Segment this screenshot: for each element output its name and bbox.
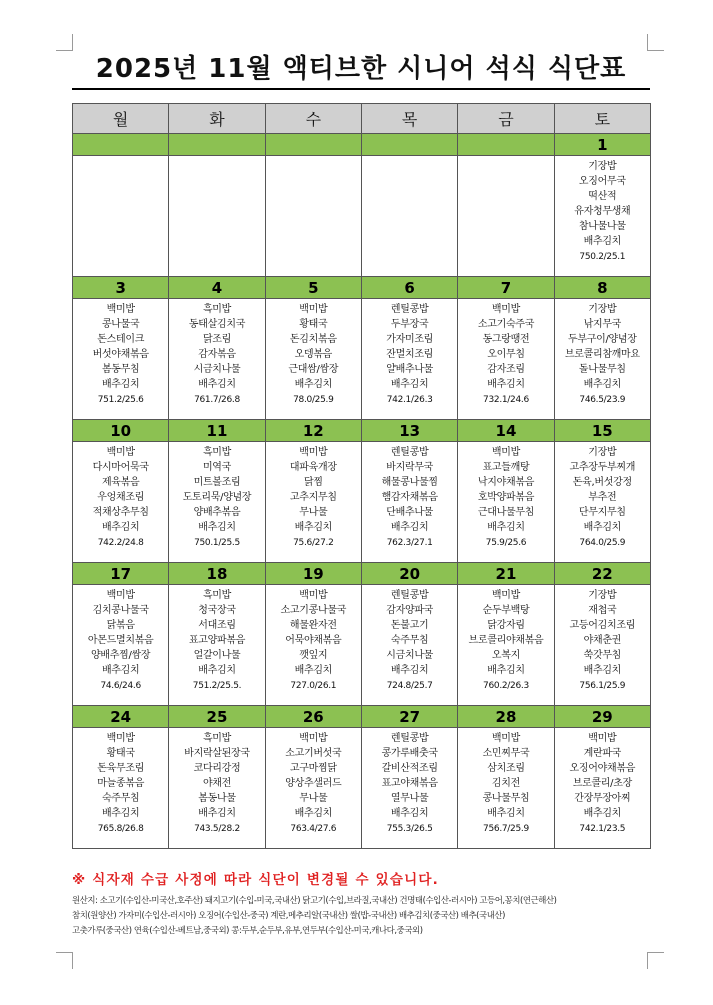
menu-item: 미역국 [202,462,232,473]
menu-item: 열무나물 [390,793,429,804]
date-row [73,563,651,585]
date-cell [73,134,169,156]
menu-item: 소고기숙주국 [477,319,535,330]
date-cell [361,134,457,156]
menu-item: 고추지무침 [289,492,337,503]
menu-item: 봄동무침 [101,364,140,375]
date-cell: 26 [265,706,361,728]
menu-item: 백미밥 [299,304,328,315]
nutrition-value: 762.3/27.1 [386,538,433,548]
menu-item: 배추김치 [101,808,140,819]
meal-cell [73,442,169,563]
meal-cell [361,442,457,563]
nutrition-value: 755.3/26.5 [386,824,433,834]
menu-item: 기장밥 [588,304,617,315]
menu-item: 돈스테이크 [97,334,145,345]
menu-item: 유자청무생채 [574,206,631,217]
meal-cell [73,156,169,277]
menu-item: 배추김치 [294,379,333,390]
nutrition-value: 761.7/26.8 [194,395,240,405]
menu-item: 백미밥 [299,590,328,601]
origin-line: 참치(원양산) 가자미(수입산-러시아) 오징어(수입산-중국) 계란,메추리알(국내산) 쌀(밥-국내산) 배추김치(중국산) 배추(국내산) [72,910,505,920]
menu-item: 근대쌈/쌈장 [288,364,339,375]
menu-item: 백미밥 [106,590,135,601]
meal-cell [554,156,650,277]
meal-cell [265,156,361,277]
menu-item: 백미밥 [588,733,617,744]
weekday-header: 목 [361,104,457,134]
meal-row [73,585,651,706]
menu-item: 콩가루배춧국 [381,748,438,759]
nutrition-value: 765.8/26.8 [97,824,144,834]
menu-item: 렌틸콩밥 [390,304,429,315]
menu-item: 코다리강정 [193,763,241,774]
date-cell [169,134,265,156]
menu-item: 동그랑땡전 [482,334,530,345]
nutrition-value: 763.4/27.6 [290,824,337,834]
menu-item: 렌틸콩밥 [390,733,429,744]
menu-item: 배추김치 [294,665,333,676]
menu-item: 기장밥 [588,590,617,601]
menu-item: 오징어무국 [578,176,626,187]
menu-item: 백미밥 [491,447,521,458]
menu-item: 배추김치 [101,379,140,390]
menu-item: 배추김치 [390,808,429,819]
menu-item: 고구마찜닭 [289,763,337,774]
menu-item: 오징어야채볶음 [569,763,636,774]
menu-item: 버섯야채볶음 [92,349,149,360]
menu-item: 콩나물국 [101,319,140,330]
menu-item: 표고야채볶음 [381,778,438,789]
menu-table [72,103,651,849]
menu-item: 닭찜 [303,477,323,488]
menu-item: 고추장두부찌개 [569,462,636,473]
menu-item: 순두부백탕 [482,605,530,616]
date-cell: 29 [554,706,650,728]
date-cell: 7 [458,277,554,299]
menu-item: 백미밥 [106,733,135,744]
menu-item: 해물콩나물찜 [381,477,438,488]
meal-cell [361,585,457,706]
meal-cell [265,299,361,420]
menu-item: 표고들깨탕 [482,462,530,473]
menu-item: 햄감자채볶음 [381,492,438,503]
menu-item: 돈불고기 [390,620,429,631]
menu-item: 소민찌무국 [482,748,530,759]
meal-cell [169,299,265,420]
menu-item: 적채상추무침 [92,507,149,518]
nutrition-value: 751.2/25.5. [192,681,242,691]
menu-item: 콩나물무침 [482,793,530,804]
menu-item: 부추전 [588,492,617,503]
menu-item: 바지락살된장국 [184,748,250,759]
date-row [73,134,651,156]
menu-item: 숙주무침 [101,793,140,804]
menu-item: 삼치조림 [487,763,525,774]
menu-item: 돈육,버섯강정 [572,477,632,488]
meal-cell [265,728,361,849]
menu-item: 계란파국 [583,748,622,759]
meal-row [73,299,651,420]
meal-cell [169,728,265,849]
menu-item: 아몬드멸치볶음 [87,635,154,646]
crop-mark-top-left [56,34,73,51]
crop-mark-bottom-left [56,952,73,969]
menu-item: 도토리묵/양념장 [182,492,252,503]
date-cell: 13 [361,420,457,442]
menu-item: 봄동나물 [198,793,236,804]
weekday-header: 월 [73,104,169,134]
title-underline [72,88,650,90]
origin-line: 고춧가루(중국산) 연육(수입산-베트남,중국외) 콩:두부,순두부,유부,연두부(수입산-미국,캐나다,중국외) [72,925,423,935]
menu-item: 배추김치 [101,665,140,676]
menu-item: 배추김치 [198,379,236,390]
weekday-header-row [73,104,651,134]
date-cell: 19 [265,563,361,585]
nutrition-value: 750.1/25.5 [194,538,240,548]
menu-item: 흑미밥 [202,590,232,601]
menu-item: 렌틸콩밥 [390,590,429,601]
meal-row [73,442,651,563]
menu-item: 양상추샐러드 [285,778,342,789]
menu-item: 깻잎지 [299,650,328,661]
menu-item: 서대조림 [198,620,236,631]
menu-item: 가자미조림 [386,334,434,345]
date-cell: 27 [361,706,457,728]
menu-item: 흑미밥 [202,733,232,744]
menu-item: 배추김치 [487,522,525,533]
nutrition-value: 742.1/23.5 [579,824,626,834]
menu-item: 배추김치 [294,808,333,819]
menu-item: 김치전 [491,778,521,789]
menu-item: 쑥갓무침 [583,650,622,661]
menu-item: 배추김치 [390,379,429,390]
menu-item: 돌나물무침 [578,364,626,375]
date-cell: 5 [265,277,361,299]
menu-item: 무나물 [299,793,328,804]
menu-item: 소고기콩나물국 [280,605,347,616]
nutrition-value: 742.1/26.3 [386,395,433,405]
meal-cell [73,728,169,849]
menu-item: 오뎅볶음 [294,349,333,360]
menu-item: 백미밥 [299,733,328,744]
meal-cell [458,442,554,563]
menu-item: 양배추볶음 [193,507,241,518]
menu-item: 마늘종볶음 [97,778,145,789]
menu-item: 백미밥 [106,447,135,458]
menu-item: 해물완자전 [289,620,337,631]
date-cell: 22 [554,563,650,585]
menu-item: 얼갈이나물 [193,650,241,661]
menu-item: 갈비산적조림 [381,763,438,774]
menu-item: 단무지무침 [578,507,626,518]
nutrition-value: 764.0/25.9 [579,538,626,548]
weekday-header: 수 [265,104,361,134]
nutrition-value: 727.0/26.1 [290,681,337,691]
origin-line: 원산지: 소고기(수입산-미국산,호주산) 돼지고기(수입-미국,국내산) 닭고기(수입,브라질,국내산) 건명태(수입산-러시아) 고등어,꽁치(연근해산) [72,895,557,905]
menu-item: 제육볶음 [101,477,140,488]
menu-item: 브로콜리참깨마요 [564,349,640,360]
nutrition-value: 751.2/25.6 [97,395,144,405]
nutrition-value: 756.1/25.9 [579,681,626,691]
menu-item: 배추김치 [583,665,622,676]
menu-item: 김치콩나물국 [92,605,149,616]
nutrition-value: 732.1/24.6 [483,395,529,405]
nutrition-value: 74.6/24.6 [100,681,141,691]
menu-item: 감자양파국 [386,605,434,616]
menu-item: 야채전 [202,778,232,789]
menu-item: 돈육무조림 [97,763,145,774]
menu-item: 재첩국 [588,605,617,616]
meal-cell [73,299,169,420]
nutrition-value: 760.2/26.3 [483,681,529,691]
nutrition-value: 78.0/25.9 [293,395,334,405]
meal-cell [361,728,457,849]
meal-cell [73,585,169,706]
nutrition-value: 724.8/25.7 [386,681,433,691]
menu-item: 브로콜리/초장 [572,778,632,789]
date-cell: 24 [73,706,169,728]
meal-cell [458,585,554,706]
nutrition-value: 746.5/23.9 [579,395,626,405]
menu-item: 낚지무국 [583,319,622,330]
menu-item: 배추김치 [101,522,140,533]
date-cell: 18 [169,563,265,585]
menu-item: 두부구이/양념장 [568,334,637,345]
nutrition-value: 742.2/24.8 [97,538,144,548]
date-cell: 1 [554,134,650,156]
menu-item: 근대나물무침 [477,507,535,518]
date-cell [265,134,361,156]
menu-item: 무나물 [299,507,328,518]
menu-item: 바지락무국 [386,462,434,473]
menu-item: 브로콜리야채볶음 [468,635,544,646]
meal-cell [554,442,650,563]
menu-item: 배추김치 [198,808,236,819]
menu-item: 백미밥 [491,304,521,315]
menu-item: 간장무장아찌 [574,793,631,804]
date-cell: 12 [265,420,361,442]
menu-item: 닭볶음 [106,620,135,631]
date-cell: 14 [458,420,554,442]
menu-item: 양배추찜/쌈장 [91,650,151,661]
date-cell: 3 [73,277,169,299]
menu-item: 오이무침 [487,349,525,360]
origin-info [72,893,652,938]
weekday-header: 토 [554,104,650,134]
menu-item: 시금치나물 [386,650,434,661]
menu-item: 대파육개장 [289,462,337,473]
menu-item: 백미밥 [299,447,328,458]
meal-cell [458,728,554,849]
menu-item: 흑미밥 [202,447,232,458]
nutrition-value: 743.5/28.2 [194,824,240,834]
menu-item: 청국장국 [198,605,236,616]
menu-item: 호박양파볶음 [477,492,535,503]
menu-item: 황태국 [106,748,135,759]
menu-item: 배추김치 [198,665,236,676]
nutrition-value: 75.9/25.6 [485,538,527,548]
nutrition-value: 750.2/25.1 [579,252,626,262]
menu-item: 동태살김치국 [188,319,246,330]
menu-item: 배추김치 [487,379,525,390]
menu-item: 닭강자림 [487,620,525,631]
menu-item: 감자볶음 [198,349,236,360]
menu-item: 우엉채조림 [97,492,145,503]
menu-item: 단배추나물 [386,507,434,518]
meal-cell [554,299,650,420]
date-row [73,706,651,728]
date-cell: 25 [169,706,265,728]
menu-item: 배추김치 [583,522,622,533]
meal-cell [361,299,457,420]
menu-item: 백미밥 [106,304,135,315]
page-title: 2025년 11월 액티브한 시니어 석식 식단표 [95,54,627,84]
menu-item: 다시마어묵국 [92,462,149,473]
meal-cell [458,299,554,420]
date-cell: 11 [169,420,265,442]
menu-item: 기장밥 [588,161,617,172]
meal-cell [554,728,650,849]
weekday-header: 금 [458,104,554,134]
meal-cell [458,156,554,277]
menu-item: 배추김치 [583,236,622,247]
meal-row [73,156,651,277]
menu-item: 배추김치 [198,522,236,533]
menu-item: 배추김치 [487,665,525,676]
menu-item: 렌틸콩밥 [390,447,429,458]
menu-item: 백미밥 [491,590,521,601]
meal-cell [265,442,361,563]
menu-item: 야채춘권 [583,635,622,646]
menu-item: 배추김치 [294,522,333,533]
date-cell: 17 [73,563,169,585]
menu-item: 배추김치 [487,808,525,819]
menu-item: 백미밥 [491,733,521,744]
menu-item: 숙주무침 [390,635,429,646]
menu-item: 잔멸치조림 [386,349,434,360]
menu-item: 닭조림 [202,334,232,345]
date-cell: 4 [169,277,265,299]
meal-cell [169,585,265,706]
menu-item: 흑미밥 [202,304,232,315]
crop-mark-bottom-right [647,952,664,969]
weekday-header: 화 [169,104,265,134]
menu-item: 감자조림 [487,364,525,375]
nutrition-value: 756.7/25.9 [483,824,529,834]
menu-item: 어묵야채볶음 [285,635,342,646]
meal-cell [361,156,457,277]
date-row [73,277,651,299]
menu-item: 표고양파볶음 [188,635,246,646]
menu-item: 배추김치 [390,522,429,533]
date-cell: 28 [458,706,554,728]
menu-item: 오복지 [491,650,521,661]
meal-cell [554,585,650,706]
menu-item: 두부장국 [390,319,429,330]
date-cell: 8 [554,277,650,299]
date-cell: 21 [458,563,554,585]
menu-item: 배추김치 [583,808,622,819]
menu-item: 배추김치 [583,379,622,390]
menu-item: 돈김치볶음 [289,334,337,345]
nutrition-value: 75.6/27.2 [293,538,334,548]
menu-item: 참나물나물 [578,221,626,232]
menu-item: 미트볼조림 [193,477,241,488]
date-cell: 10 [73,420,169,442]
menu-item: 얄배추나물 [386,364,434,375]
crop-mark-top-right [647,34,664,51]
meal-cell [169,156,265,277]
date-cell: 15 [554,420,650,442]
date-row [73,420,651,442]
date-cell: 20 [361,563,457,585]
menu-item: 황태국 [299,319,328,330]
meal-cell [169,442,265,563]
menu-item: 떡산적 [588,191,617,202]
menu-item: 고등어김치조림 [569,620,636,631]
change-notice: ※ 식자재 수급 사정에 따라 식단이 변경될 수 있습니다. [72,872,439,888]
date-cell: 6 [361,277,457,299]
menu-item: 배추김치 [390,665,429,676]
menu-item: 소고기버섯국 [285,748,342,759]
menu-item: 시금치나물 [193,364,241,375]
menu-item: 낙지야채볶음 [477,477,535,488]
meal-cell [265,585,361,706]
meal-row [73,728,651,849]
date-cell [458,134,554,156]
menu-item: 기장밥 [588,447,617,458]
